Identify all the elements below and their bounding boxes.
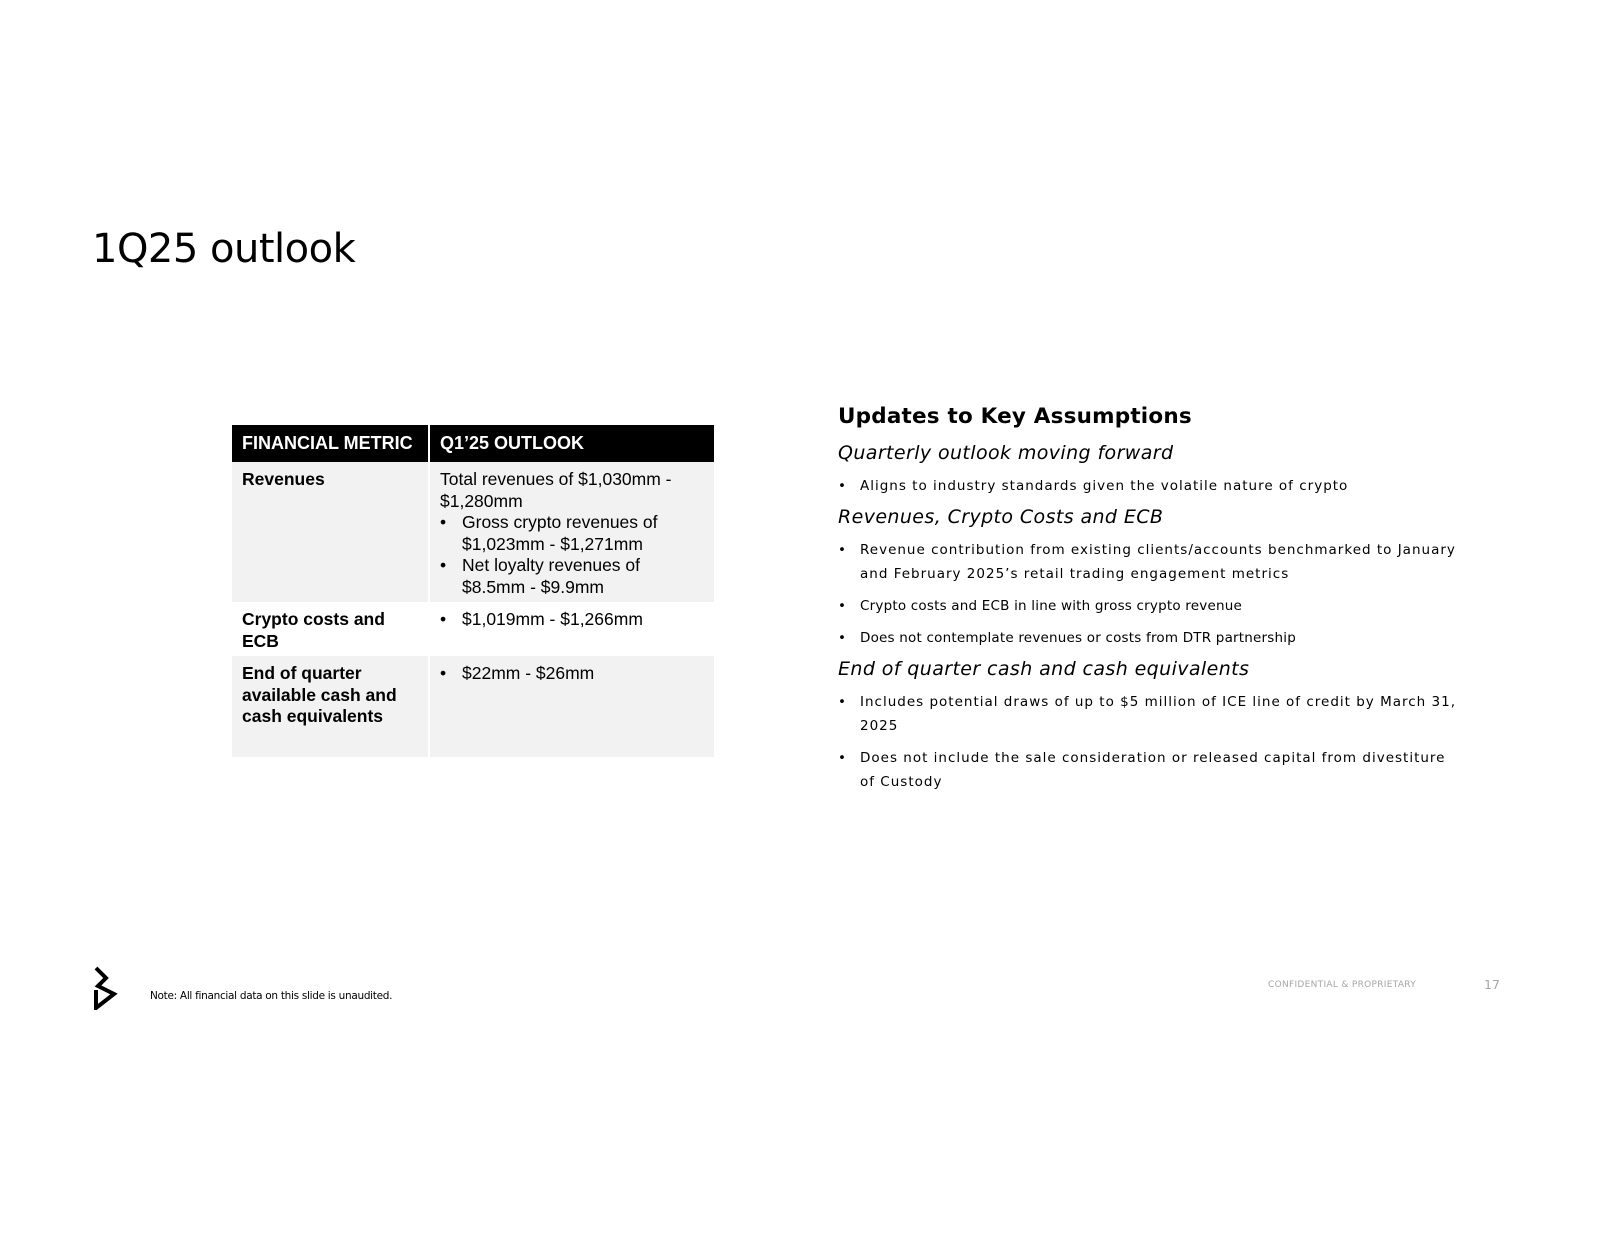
outlook-lead-text: Total revenues of $1,030mm - $1,280mm bbox=[440, 469, 672, 511]
metric-cell: End of quarter available cash and cash equivalents bbox=[232, 656, 429, 757]
outlook-bullet: • Net loyalty revenues of $8.5mm - $9.9mm bbox=[440, 555, 704, 598]
assumptions-heading: Updates to Key Assumptions bbox=[838, 404, 1192, 429]
bakkt-logo-icon bbox=[92, 966, 120, 1010]
outlook-bullets bbox=[440, 609, 704, 631]
section-bullets bbox=[838, 474, 1458, 498]
assumption-bullet: • Revenue contribution from existing clients/accounts benchmarked to January and February 2025’s retail trading engagement metrics bbox=[838, 538, 1458, 586]
header-financial-metric: FINANCIAL METRIC bbox=[232, 425, 429, 462]
outlook-bullet: • $1,019mm - $1,266mm bbox=[440, 609, 704, 631]
section-title-quarterly-outlook: Quarterly outlook moving forward bbox=[838, 442, 1174, 464]
outlook-cell bbox=[429, 462, 714, 602]
section-bullets bbox=[838, 690, 1458, 794]
table-row-crypto-costs bbox=[232, 602, 714, 656]
key-assumptions-panel bbox=[838, 404, 1458, 802]
confidential-label: CONFIDENTIAL & PROPRIETARY bbox=[1268, 980, 1417, 990]
footnote: Note: All financial data on this slide is unaudited. bbox=[150, 990, 393, 1002]
assumption-bullet: • Includes potential draws of up to $5 million of ICE line of credit by March 31, 2025 bbox=[838, 690, 1458, 738]
assumption-bullet: • Does not contemplate revenues or costs from DTR partnership bbox=[838, 626, 1458, 650]
table-header-row bbox=[232, 425, 714, 462]
assumption-bullet: • Aligns to industry standards given the volatile nature of crypto bbox=[838, 474, 1458, 498]
outlook-bullets bbox=[440, 663, 704, 685]
outlook-cell bbox=[429, 656, 714, 757]
outlook-bullets bbox=[440, 512, 704, 598]
assumption-bullet: • Crypto costs and ECB in line with gross crypto revenue bbox=[838, 594, 1458, 618]
page-number: 17 bbox=[1484, 977, 1500, 992]
assumption-bullet: • Does not include the sale consideration or released capital from divestiture of Custody bbox=[838, 746, 1458, 794]
outlook-cell bbox=[429, 602, 714, 656]
metric-cell: Crypto costs and ECB bbox=[242, 609, 385, 651]
outlook-bullet: • Gross crypto revenues of $1,023mm - $1,271mm bbox=[440, 512, 704, 555]
section-bullets bbox=[838, 538, 1458, 650]
outlook-table bbox=[232, 425, 714, 757]
table-row-revenues bbox=[232, 462, 714, 602]
section-title-revenues-costs: Revenues, Crypto Costs and ECB bbox=[838, 506, 1164, 528]
section-title-cash: End of quarter cash and cash equivalents bbox=[838, 658, 1250, 680]
table-row-cash bbox=[232, 656, 714, 757]
header-q1-outlook: Q1’25 OUTLOOK bbox=[429, 425, 714, 462]
metric-cell: Revenues bbox=[232, 462, 429, 602]
slide-title: 1Q25 outlook bbox=[92, 226, 356, 272]
outlook-bullet: • $22mm - $26mm bbox=[440, 663, 704, 685]
